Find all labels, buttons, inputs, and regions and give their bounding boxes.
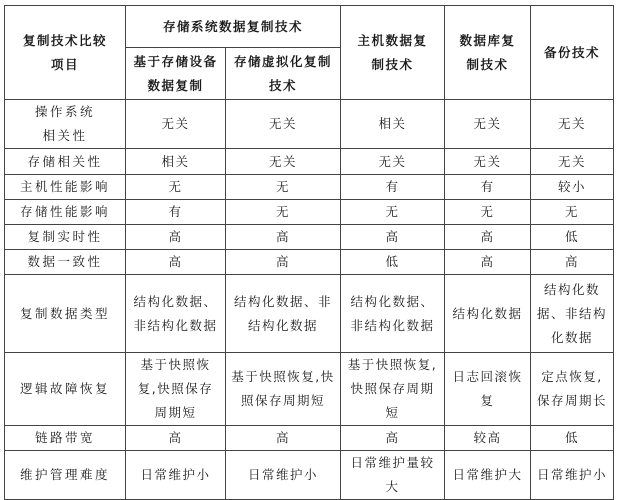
table-cell: 高 (226, 426, 341, 451)
table-row (5, 100, 614, 149)
table-cell: 结构化数据、非结构化数据 (126, 275, 226, 353)
table-cell: 无关 (341, 149, 445, 175)
table-cell: 基于快照恢复,快照保存周期短 (341, 353, 445, 426)
table-cell: 日志回滚恢复 (445, 353, 531, 426)
table-cell: 高 (445, 225, 531, 250)
table-row (5, 225, 614, 250)
table-row (5, 200, 614, 225)
table-cell: 基于快照恢复,快照保存周期短 (226, 353, 341, 426)
table-cell: 无 (226, 175, 341, 200)
table-cell: 无关 (126, 100, 226, 149)
header-database: 数据库复制技术 (445, 6, 531, 100)
row-label: 数据一致性 (5, 250, 126, 275)
table-cell: 有 (341, 175, 445, 200)
header-storage-virtual: 存储虚拟化复制技术 (226, 48, 341, 100)
row-label: 操作系统相关性 (5, 100, 126, 149)
row-label: 存储相关性 (5, 149, 126, 175)
table-cell: 定点恢复,保存周期长 (531, 353, 614, 426)
table-cell: 无关 (531, 100, 614, 149)
table-cell: 较小 (531, 175, 614, 200)
row-label: 复制数据类型 (5, 275, 126, 353)
table-cell: 有 (126, 200, 226, 225)
table-cell: 基于快照恢复,快照保存周期短 (126, 353, 226, 426)
table-cell: 高 (445, 250, 531, 275)
table-cell: 低 (531, 225, 614, 250)
row-label: 存储性能影响 (5, 200, 126, 225)
table-cell: 无关 (445, 149, 531, 175)
header-storage-device: 基于存储设备数据复制 (126, 48, 226, 100)
table-cell: 日常维护小 (226, 451, 341, 500)
table-cell: 高 (226, 225, 341, 250)
table-cell: 无 (445, 200, 531, 225)
row-label: 主机性能影响 (5, 175, 126, 200)
table-cell: 结构化数据 (445, 275, 531, 353)
table-cell: 高 (531, 250, 614, 275)
table-cell: 无关 (531, 149, 614, 175)
table-row (5, 275, 614, 353)
table-row (5, 451, 614, 500)
table-cell: 无关 (445, 100, 531, 149)
table-row (5, 175, 614, 200)
table-cell: 无 (126, 175, 226, 200)
table-cell: 有 (445, 175, 531, 200)
table-cell: 较高 (445, 426, 531, 451)
table-cell: 高 (226, 250, 341, 275)
table-cell: 日常维护小 (126, 451, 226, 500)
comparison-table (4, 5, 614, 500)
table-cell: 无 (226, 200, 341, 225)
table-cell: 日常维护量较大 (341, 451, 445, 500)
table-row (5, 149, 614, 175)
row-label: 复制实时性 (5, 225, 126, 250)
header-compare-item: 复制技术比较项目 (5, 6, 126, 100)
table-row (5, 353, 614, 426)
header-storage-group: 存储系统数据复制技术 (126, 6, 341, 48)
table-cell: 结构化数据、非结构化数据 (341, 275, 445, 353)
table-cell: 日常维护大 (445, 451, 531, 500)
row-label: 维护管理难度 (5, 451, 126, 500)
table-cell: 高 (126, 426, 226, 451)
table-cell: 低 (341, 250, 445, 275)
table-cell: 结构化数据、非结构化数据 (226, 275, 341, 353)
table-cell: 高 (126, 225, 226, 250)
table-cell: 低 (531, 426, 614, 451)
table-cell: 结构化数据、非结构化数据 (531, 275, 614, 353)
table-cell: 高 (126, 250, 226, 275)
table-cell: 相关 (126, 149, 226, 175)
table-cell: 无关 (226, 100, 341, 149)
table-cell: 日常维护小 (531, 451, 614, 500)
table-cell: 高 (341, 225, 445, 250)
table-row (5, 250, 614, 275)
table-cell: 高 (341, 426, 445, 451)
table-row (5, 426, 614, 451)
table-cell: 无关 (226, 149, 341, 175)
table-cell: 无 (531, 200, 614, 225)
header-backup: 备份技术 (531, 6, 614, 100)
row-label: 逻辑故障恢复 (5, 353, 126, 426)
row-label: 链路带宽 (5, 426, 126, 451)
header-host: 主机数据复制技术 (341, 6, 445, 100)
table-cell: 无 (341, 200, 445, 225)
table-cell: 相关 (341, 100, 445, 149)
